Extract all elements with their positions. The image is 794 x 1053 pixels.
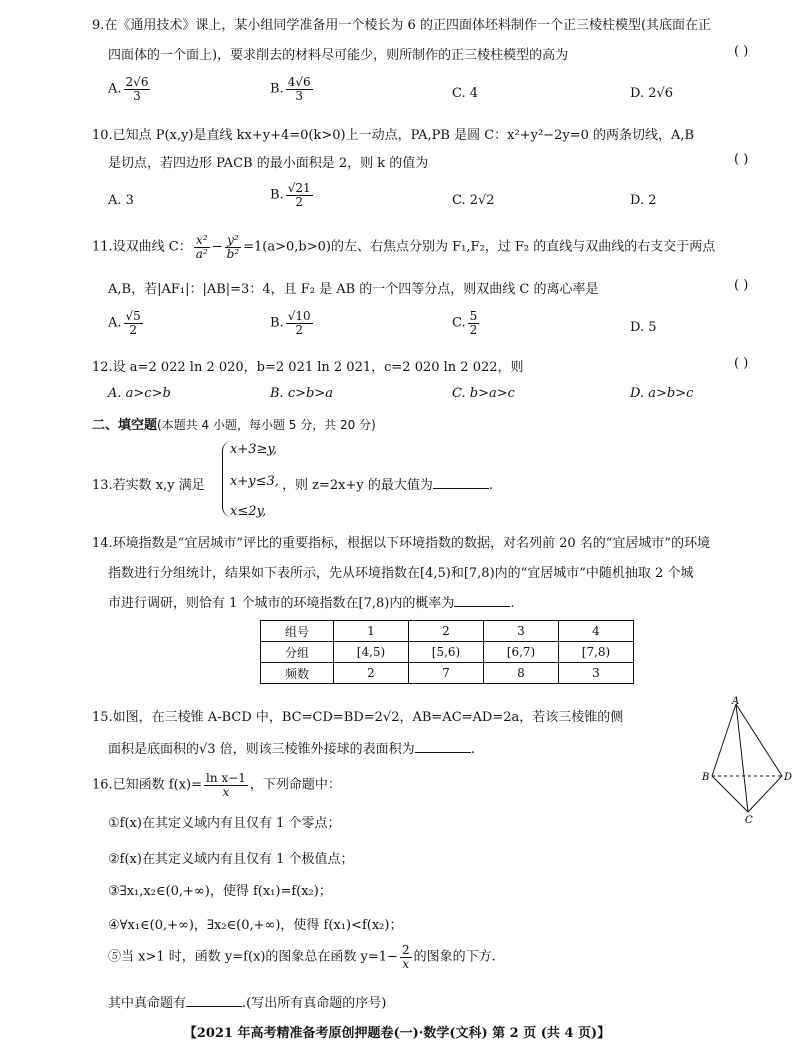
q10-line2: 是切点，若四边形 PACB 的最小面积是 2，则 k 的值为	[108, 156, 429, 171]
edge-bc	[712, 776, 748, 812]
q16-answer-line: 其中真命题有 .(写出所有真命题的序号)	[108, 996, 387, 1011]
q16-proposition-2: ②f(x)在其定义域内有且仅有 1 个极值点；	[108, 852, 354, 867]
label-c: C	[745, 815, 753, 826]
table-cell: 2	[334, 663, 409, 684]
q12-option-d: D. a>b>c	[630, 386, 694, 401]
q11-line2: A,B，若|AF₁|：|AB|=3：4，且 F₂ 是 AB 的一个四等分点，则双曲线 C 的离心率是	[108, 282, 599, 297]
q11-option-a: A. $\frac{√5}{2}$	[108, 309, 141, 337]
table-cell: [5,6)	[409, 642, 484, 663]
q9-paren: ( )	[734, 44, 749, 59]
edge-ab	[712, 704, 736, 776]
q12-paren: ( )	[734, 356, 749, 371]
table-cell: 分组	[261, 642, 334, 663]
table-row	[261, 663, 634, 684]
q10-line1: 10.已知点 P(x,y)是直线 kx+y+4=0(k>0)上一动点，PA,PB 是圆 C：x²+y²−2y=0 的两条切线，A,B	[92, 128, 695, 143]
q13-lead: 13.若实数 x,y 满足	[92, 478, 205, 493]
q11-paren: ( )	[734, 278, 749, 293]
q16-proposition-3: ③∃x₁,x₂∈(0,+∞)，使得 f(x₁)=f(x₂)；	[108, 884, 332, 899]
q10-option-b: B. $\frac{√21}{2}$	[270, 181, 311, 209]
section-title: 二、填空题(本题共 4 小题，每小题 5 分，共 20 分)	[92, 418, 376, 433]
table-cell: 8	[484, 663, 559, 684]
tetrahedron-figure	[700, 696, 793, 826]
table-cell: 7	[409, 663, 484, 684]
q12-option-b: B. c>b>a	[270, 386, 333, 401]
q11-option-b: B. $\frac{√10}{2}$	[270, 309, 311, 337]
table-cell: 2	[409, 621, 484, 642]
q9-option-b: B. $\frac{4√6}{3}$	[270, 75, 311, 103]
q16-proposition-5: ⑤当 x>1 时，函数 y=f(x)的图象总在函数 y=1− $\frac{2}{x}$ 的图象的下方.	[108, 943, 496, 971]
q16-line1: 16.已知函数 f(x)= $\frac{\text{ln x−1}}{x}$ ，下列命题中：	[92, 771, 341, 799]
page-footer: 【2021 年高考精准备考原创押题卷(一)·数学(文科) 第 2 页 (共 4 页)】	[183, 1026, 611, 1041]
table-cell: [7,8)	[559, 642, 634, 663]
q14-line1: 14.环境指数是“宜居城市”评比的重要指标，根据以下环境指数的数据，对名列前 20 名的“宜居城市”的环境	[92, 536, 711, 551]
q9-option-d: D. 2√6	[630, 86, 674, 101]
q12-line1: 12.设 a=2 022 ln 2 020，b=2 021 ln 2 021，c=2 020 ln 2 022，则	[92, 360, 524, 375]
q15-line1: 15.如图，在三棱锥 A-BCD 中，BC=CD=BD=2√2，AB=AC=AD=2a，若该三棱锥的侧	[92, 710, 624, 725]
q10-paren: ( )	[734, 152, 749, 167]
q16-proposition-1: ①f(x)在其定义域内有且仅有 1 个零点；	[108, 816, 341, 831]
q12-option-c: C. b>a>c	[452, 386, 515, 401]
label-d: D	[784, 772, 793, 783]
table-cell: 1	[334, 621, 409, 642]
q10-option-c: C. 2√2	[452, 193, 495, 208]
table-row	[261, 642, 634, 663]
label-b: B	[702, 772, 710, 783]
q15-line2: 面积是底面积的√3 倍，则该三棱锥外接球的表面积为 .	[108, 742, 475, 757]
q13-cond3: x≤2y,	[230, 504, 267, 519]
q9-line1: 9.在《通用技术》课上，某小组同学准备用一个棱长为 6 的正四面体坯料制作一个正三棱柱模型(其底面在正	[92, 18, 712, 33]
table-cell: 3	[559, 663, 634, 684]
q11-option-d: D. 5	[630, 320, 657, 335]
table-cell: 频数	[261, 663, 334, 684]
table-cell: [6,7)	[484, 642, 559, 663]
q9-option-c: C. 4	[452, 86, 479, 101]
q13-tail: ，则 z=2x+y 的最大值为 .	[282, 478, 493, 493]
q14-line2: 指数进行分组统计，结果如下表所示，先从环境指数在[4,5)和[7,8)内的“宜居城市”中随机抽取 2 个城	[108, 566, 694, 581]
q13-answer-blank[interactable]	[433, 476, 489, 489]
label-a: A	[732, 696, 740, 707]
q15-answer-blank[interactable]	[415, 740, 471, 753]
table-row	[261, 621, 634, 642]
q10-option-a: A. 3	[108, 193, 134, 208]
q12-option-a: A. a>c>b	[108, 386, 171, 401]
q9-option-a: A. $\frac{2√6}{3}$	[108, 75, 149, 103]
q11-line1: 11.设双曲线 C： $\frac{\text{x²}}{\text{a²}}$ − $\frac{\text{y²}}{\text{b²}}$ =1(a>0,b>0)的左、右焦点分别为 F₁,F₂，过 F₂ 的直线与双曲线的右支交于两点	[92, 233, 716, 261]
q16-answer-blank[interactable]	[186, 994, 242, 1007]
q9-line2: 四面体的一个面上)，要求削去的材料尽可能少，则所制作的正三棱柱模型的高为	[108, 48, 569, 63]
edge-cd	[748, 776, 782, 812]
q14-answer-blank[interactable]	[454, 594, 510, 607]
table-cell: [4,5)	[334, 642, 409, 663]
table-cell: 3	[484, 621, 559, 642]
q10-option-d: D. 2	[630, 193, 657, 208]
q13-cond2: x+y≤3,	[230, 474, 279, 489]
q11-option-c: C. $\frac{5}{2}$	[452, 309, 478, 337]
frequency-table	[260, 620, 634, 684]
q14-line3: 市进行调研，则恰有 1 个城市的环境指数在[7,8)内的概率为 .	[108, 596, 515, 611]
q13-cond1: x+3≥y,	[230, 442, 278, 457]
table-cell: 组号	[261, 621, 334, 642]
table-cell: 4	[559, 621, 634, 642]
q16-proposition-4: ④∀x₁∈(0,+∞)，∃x₂∈(0,+∞)，使得 f(x₁)<f(x₂)；	[108, 918, 403, 933]
